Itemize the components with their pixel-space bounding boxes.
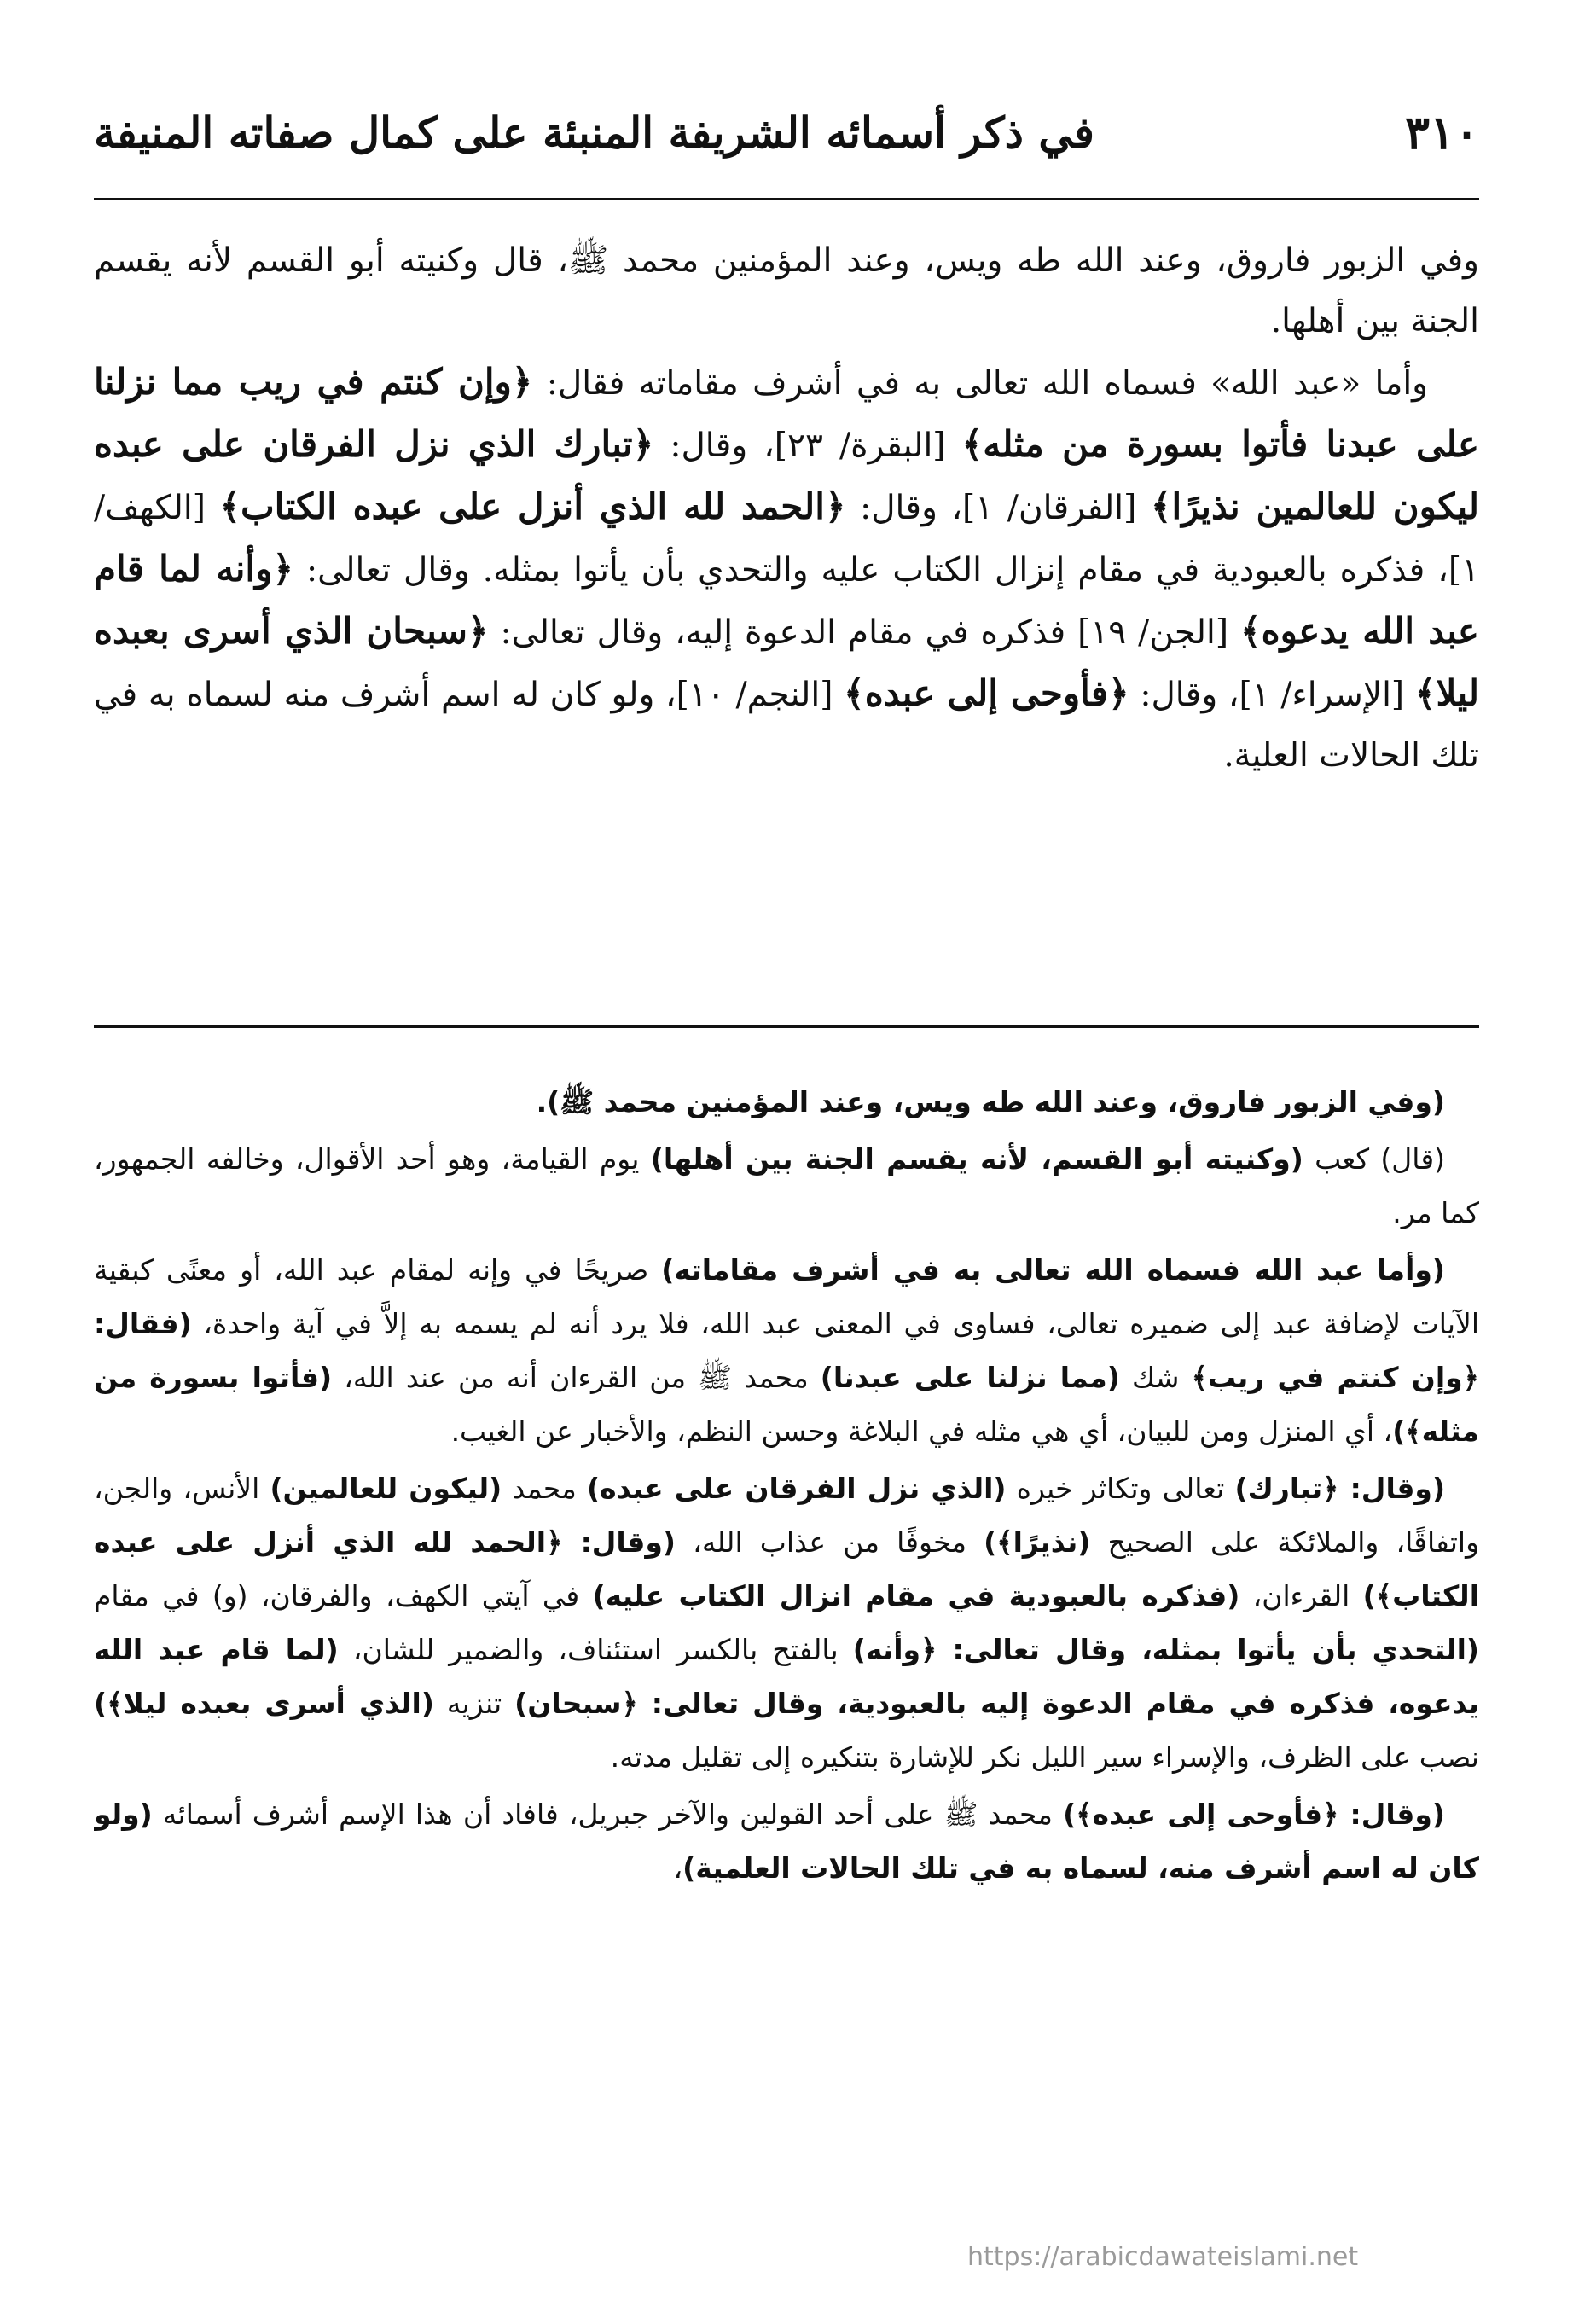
commentary-run: القرءان،	[1239, 1579, 1363, 1612]
quoted-text: (ولو كان له اسم أشرف منه، لسماه به في تلك الحالات العلمية)	[94, 1798, 1479, 1885]
commentary-run: بالفتح بالكسر استئناف، والضمير للشان،	[338, 1633, 853, 1666]
commentary-run: محمد	[502, 1472, 587, 1505]
commentary-run: ،	[673, 1851, 683, 1885]
commentary-run: محمد ﷺ من القرءان أنه من عند الله،	[332, 1361, 821, 1394]
quoted-text: (فقال: ﴿وإن كنتم في ريب﴾	[94, 1307, 1479, 1394]
commentary-run: صريحًا في وإنه لمقام عبد الله، أو معنًى كبقية الآيات لإضافة عبد إلى ضميره تعالى، فساوى في المعنى عبد الله، فلا يرد أنه لم يسمه به إلاَّ في آية واحدة،	[94, 1253, 1479, 1340]
quoted-text: (الذي أسرى بعبده ليلا﴾)	[94, 1687, 434, 1720]
commentary-run: في آيتي الكهف، والفرقان، (و) في مقام	[94, 1579, 593, 1612]
page-header	[94, 94, 1479, 171]
header-rule	[94, 198, 1479, 200]
main-text-run: وأما «عبد الله» فسماه الله تعالى به في أشرف مقاماته فقال:	[532, 364, 1429, 403]
commentary-run: شك	[1119, 1361, 1192, 1394]
quoted-text: (وقال: ﴿فأوحى إلى عبده﴾)	[1063, 1798, 1445, 1831]
commentary-run: مخوفًا من عذاب الله،	[676, 1525, 984, 1559]
quoted-text: (وكنيته أبو القسم، لأنه يقسم الجنة بين أهلها)	[650, 1142, 1303, 1176]
commentary-run: نصب على الظرف، والإسراء سير الليل نكر للإشارة بتنكيره إلى تقليل مدته.	[610, 1740, 1479, 1774]
main-text-run: [النجم/ ١٠]، ولو كان له اسم أشرف منه لسماه به في تلك الحالات العلية.	[94, 676, 1479, 775]
commentary-divider	[94, 1025, 1479, 1028]
main-text-run: [الكهف/ ١]، فذكره بالعبودية في مقام إنزال الكتاب عليه والتحدي بأن يأتوا بمثله. وقال تعالى:	[94, 489, 1479, 590]
commentary	[94, 1075, 1479, 2252]
page-number: ٣١٠	[1404, 105, 1479, 160]
commentary-run: الأنس، والجن، واتفاقًا، والملائكة على الصحيح	[94, 1472, 1479, 1559]
quoted-text: (لما قام عبد الله يدعوه، فذكره في مقام الدعوة إليه بالعبودية، وقال تعالى: ﴿سبحان)	[94, 1633, 1479, 1720]
quran-verse: ﴿وأنه لما قام عبد الله يدعوه﴾	[94, 548, 1479, 652]
quran-verse: ﴿تبارك الذي نزل الفرقان على عبده ليكون للعالمين نذيرًا﴾	[94, 423, 1479, 527]
commentary-paragraph-1	[94, 1075, 1479, 1129]
quran-verse: ﴿فأوحى إلى عبده﴾	[844, 672, 1129, 714]
commentary-run: تنزيه	[433, 1687, 515, 1720]
quoted-text: (الذي نزل الفرقان على عبده)	[587, 1472, 1007, 1505]
running-title: في ذكر أسمائه الشريفة المنبئة على كمال صفاته المنيفة	[94, 107, 1094, 158]
commentary-run: تعالى وتكاثر خيره	[1006, 1472, 1235, 1505]
main-paragraph-1: وفي الزبور فاروق، وعند الله طه ويس، وعند المؤمنين محمد ﷺ، قال وكنيته أبو القسم لأنه يقسم الجنة بين أهلها.	[94, 241, 1479, 340]
quran-verse: ﴿سبحان الذي أسرى بعبده ليلا﴾	[94, 610, 1479, 714]
commentary-paragraph-4	[94, 1461, 1479, 1784]
quoted-text: (التحدي بأن يأتوا بمثله، وقال تعالى: ﴿وأنه)	[852, 1633, 1479, 1666]
commentary-run: محمد ﷺ على أحد القولين والآخر جبريل، فافاد أن هذا الإسم أشرف أسمائه	[152, 1798, 1064, 1831]
commentary-paragraph-2	[94, 1132, 1479, 1240]
verse-citation: [الإسراء/ ١]، وقال:	[1129, 676, 1415, 714]
commentary-paragraph-3	[94, 1243, 1479, 1458]
quoted-text: (فذكره بالعبودية في مقام انزال الكتاب عليه)	[592, 1579, 1240, 1612]
commentary-paragraph-5	[94, 1787, 1479, 1895]
quran-verse: ﴿الحمد لله الذي أنزل على عبده الكتاب﴾	[219, 485, 846, 527]
watermark-url: https://arabicdawateislami.net	[967, 2242, 1359, 2272]
quoted-text: (وقال: ﴿الحمد لله الذي أنزل على عبده الكتاب﴾)	[94, 1525, 1479, 1612]
main-text	[94, 230, 1479, 998]
quoted-text: (وفي الزبور فاروق، وعند الله طه ويس، وعند المؤمنين محمد ﷺ).	[536, 1085, 1445, 1118]
main-paragraph-2	[94, 352, 1479, 786]
commentary-run: (قال) كعب	[1303, 1142, 1445, 1176]
quran-verse: ﴿وإن كنتم في ريب مما نزلنا على عبدنا فأتوا بسورة من مثله﴾	[94, 361, 1479, 465]
commentary-run: ، أي المنزل ومن للبيان، أي هي مثله في البلاغة وحسن النظم، والأخبار عن الغيب.	[450, 1415, 1393, 1448]
quoted-text: (وقال: ﴿تبارك)	[1234, 1472, 1446, 1505]
quoted-text: (مما نزلنا على عبدنا)	[820, 1361, 1120, 1394]
quoted-text: (وأما عبد الله فسماه الله تعالى به في أشرف مقاماته)	[661, 1253, 1445, 1287]
quoted-text: (نذيرًا﴾)	[984, 1525, 1091, 1559]
verse-citation: [الجن/ ١٩] فذكره في مقام الدعوة إليه، وقال تعالى:	[488, 613, 1240, 652]
verse-citation: [الفرقان/ ١]، وقال:	[845, 489, 1151, 527]
quoted-text: (ليكون للعالمين)	[270, 1472, 502, 1505]
commentary-run: يوم القيامة، وهو أحد الأقوال، وخالفه الجمهور، كما مر.	[94, 1142, 1479, 1229]
quoted-text: (فأتوا بسورة من مثله﴾)	[94, 1361, 1479, 1448]
verse-citation: [البقرة/ ٢٣]، وقال:	[653, 427, 962, 465]
